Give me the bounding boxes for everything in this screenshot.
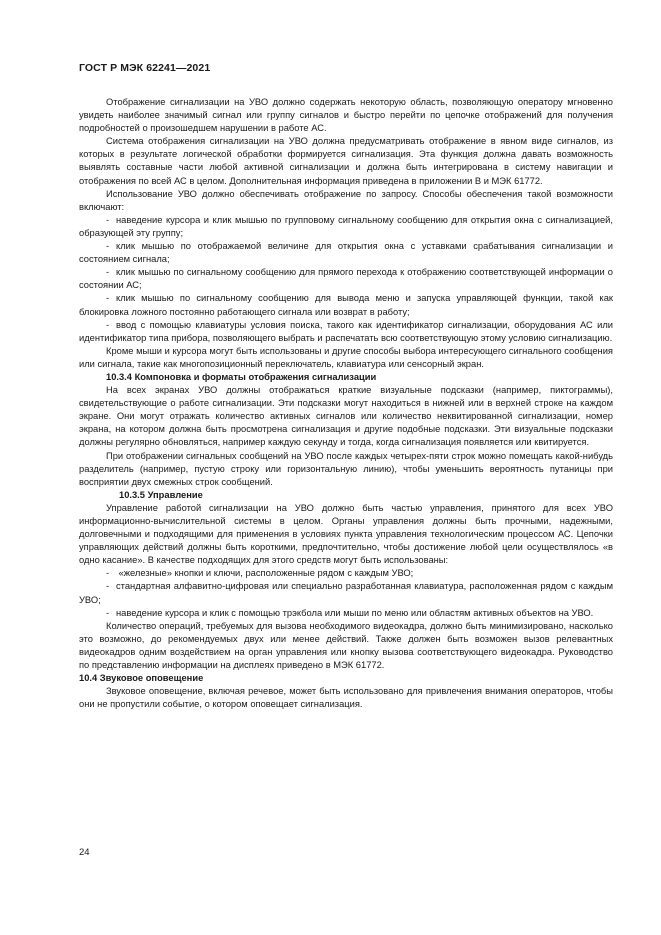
- paragraph: При отображении сигнальных сообщений на УВО после каждых четырех-пяти строк можно помещать какой-нибудь разделитель (например, пустую строку или горизонтальную линию), чтобы уменьшить вероятность путаницы при восприятии двух смежных строк сообщений.: [79, 450, 613, 487]
- paragraph: Отображение сигнализации на УВО должно содержать некоторую область, позволяющую оператору мгновенно увидеть наиболее значимый сигнал или группу сигналов и быстро перейти по цепочке отображений для получения подробностей о произошедшем нарушении в работе АС.: [79, 97, 613, 134]
- list-item-text: клик мышью по сигнальному сообщению для прямого перехода к отображению соответствующей информации о состоянии АС;: [79, 267, 613, 291]
- list-dash: -: [106, 607, 110, 618]
- list-item: [79, 580, 613, 606]
- list-item: [79, 240, 613, 266]
- paragraph: Использование УВО должно обеспечивать отображение по запросу. Способы обеспечения такой возможности включают:: [79, 188, 613, 212]
- page-number: 24: [79, 847, 90, 858]
- list-item-text: клик мышью по отображаемой величине для открытия окна с уставками срабатывания сигнализации и состоянием сигнала;: [79, 241, 613, 265]
- list-item-text: стандартная алфавитно-цифровая или специально разработанная клавиатура, расположенная рядом с каждым УВО;: [79, 581, 613, 605]
- list-dash: -: [106, 267, 110, 278]
- list-item: [79, 214, 613, 240]
- list-dash: -: [106, 214, 110, 225]
- list-item-text: наведение курсора и клик мышью по групповому сигнальному сообщению для открытия окна с сигнализацией, образующей эту группу;: [79, 214, 613, 238]
- section-heading: 10.4 Звуковое оповещение: [79, 673, 204, 684]
- paragraph: Звуковое оповещение, включая речевое, может быть использовано для привлечения внимания операторов, чтобы они не пропустили событие, о котором оповещает сигнализация.: [79, 686, 613, 710]
- list-item: [79, 567, 613, 580]
- list-item-text: клик мышью по сигнальному сообщению для вывода меню и запуска управляющей функции, такой как блокировка ложного постоянно работающего сигнала или возврат в работу;: [79, 293, 613, 317]
- paragraph: Система отображения сигнализации на УВО должна предусматривать отображение в явном виде сигналов, из которых в результате логической обработки формируется сигнализация. Эта функция должна давать возможность выявлять составные части любой активной сигнализации и должна быть интегрирована в систему навигации и отображения по всей АС в целом. Дополнительная информация приведена в приложении В и МЭК 61772.: [79, 136, 613, 186]
- section-heading: 10.3.5 Управление: [119, 489, 203, 500]
- list-item-text: ввод с помощью клавиатуры условия поиска, такого как идентификатор сигнализации, оборудования АС или идентификатор типа прибора, позволяющего выбрать и распечатать всю соответствующую этому условию сигнализацию.: [79, 319, 613, 343]
- document-header: ГОСТ Р МЭК 62241—2021: [79, 62, 211, 74]
- list-item: [79, 292, 613, 318]
- section-heading: 10.3.4 Компоновка и форматы отображения сигнализации: [106, 371, 377, 382]
- list-item-text: «железные» кнопки и ключи, расположенные рядом с каждым УВО;: [116, 568, 414, 579]
- list-item: [79, 266, 613, 292]
- paragraph: На всех экранах УВО должны отображаться краткие визуальные подсказки (например, пиктограммы), свидетельствующие о работе сигнализации. Эти подсказки могут находиться в нижней или в верхней строке на каждом экране. Они могут отражать количество активных сигналов или количество неквитированной сигнализации, номер экрана, на котором должна быть просмотрена сигнализация и другие подобные подсказки. Эти визуальные подсказки должны регулярно обновляться, например каждую секунду и тогда, когда сигнализация появляется или квитируется.: [79, 385, 613, 448]
- document-body: [79, 96, 613, 711]
- paragraph: Кроме мыши и курсора могут быть использованы и другие способы выбора интересующего сигнального сообщения или сигнала, такие как многопозиционный переключатель, клавиатура или сенсорный экран.: [79, 345, 613, 369]
- paragraph: Управление работой сигнализации на УВО должно быть частью управления, принятого для всех УВО информационно-вычислительной системы в целом. Органы управления должны быть прочными, надежными, долговечными и подходящими для применения в условиях пункта управления технологическим процессом АС. Цепочки управляющих действий должны быть короткими, предпочтительно, чтобы достижение любой цели осуществлялось «в одно касание». В качестве подходящих для этого средств могут быть использованы:: [79, 502, 613, 566]
- list-dash: -: [106, 293, 110, 304]
- list-item-text: наведение курсора и клик с помощью трэкбола или мыши по меню или областям активных объектов на УВО.: [116, 607, 594, 618]
- list-item: [79, 607, 613, 620]
- list-dash: -: [106, 581, 110, 592]
- list-dash: -: [106, 241, 110, 252]
- list-dash: -: [106, 319, 110, 330]
- paragraph: Количество операций, требуемых для вызова необходимого видеокадра, должно быть минимизировано, насколько это возможно, до рекомендуемых двух или менее действий. Также должен быть возможен вызов релевантных видеокадров одним воздействием на орган управления или кнопку вызова соответствующего видеокадра. Руководство по представлению информации на дисплеях приведено в МЭК 61772.: [79, 620, 613, 671]
- list-dash: -: [106, 568, 110, 579]
- list-item: [79, 319, 613, 345]
